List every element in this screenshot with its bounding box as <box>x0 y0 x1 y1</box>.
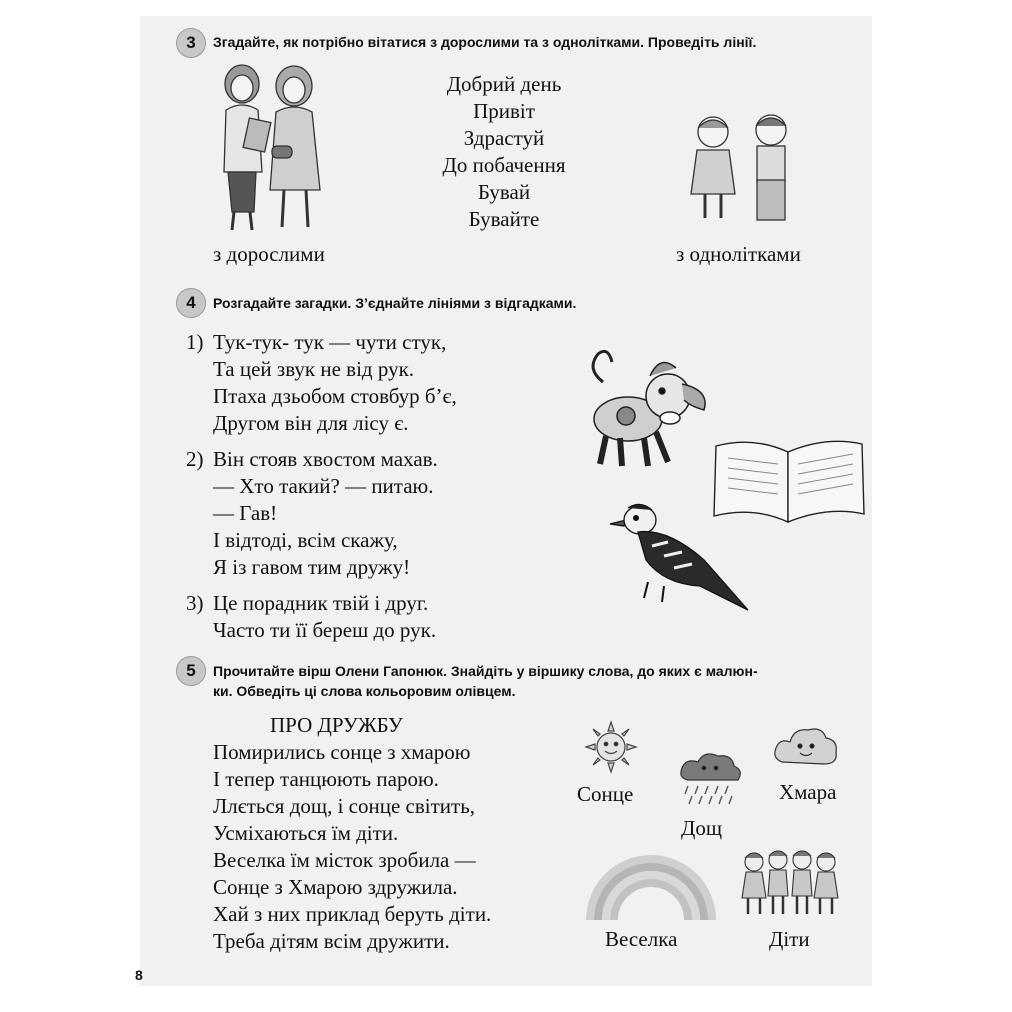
children-label: Діти <box>769 927 810 951</box>
page-number: 8 <box>135 967 143 983</box>
riddle-line: Та цей звук не від рук. <box>213 357 415 381</box>
greetings-list <box>408 71 600 233</box>
cloud-picture <box>772 722 840 770</box>
greeting-buvai: Бувай <box>477 180 531 204</box>
adults-label: з дорослими <box>213 242 325 266</box>
task-3-instruction: Згадайте, як потрібно вітатися з дорослими та з однолітками. Проведіть лінії. <box>213 34 757 50</box>
riddle-line: Я із гавом тим дружу! <box>213 555 411 579</box>
sun-picture <box>584 720 638 774</box>
poem-line: Треба дітям всім дружити. <box>213 929 450 953</box>
greeting-buvaite: Бувайте <box>468 207 540 231</box>
riddle-1 <box>213 329 457 437</box>
woodpecker-picture <box>608 498 754 616</box>
rainbow-picture <box>584 850 718 922</box>
adults-illustration <box>210 62 340 237</box>
peers-label: з однолітками <box>676 242 801 266</box>
dog-picture <box>578 344 718 474</box>
rain-cloud-picture <box>676 748 746 810</box>
riddle-line: — Хто такий? — питаю. <box>213 474 434 498</box>
poem-line: Ллється дощ, і сонце світить, <box>213 794 476 818</box>
poem-line: Усміхаються їм діти. <box>213 821 399 845</box>
task-4-instruction: Розгадайте загадки. З’єднайте лініями з відгадками. <box>213 295 577 311</box>
poem-line: Сонце з Хмарою здружила. <box>213 875 458 899</box>
riddle-line: Тук-тук- тук — чути стук, <box>213 330 447 354</box>
task-5-instruction-line-1: Прочитайте вірш Олени Гапонюк. Знайдіть у віршику слова, до яких є малюн- <box>213 663 758 679</box>
poem <box>213 739 491 955</box>
task-3-number-badge: 3 <box>176 28 206 58</box>
riddle-line: Він стояв хвостом махав. <box>213 447 438 471</box>
riddle-line: — Гав! <box>213 501 278 525</box>
greeting-dobryi-den: Добрий день <box>446 72 562 96</box>
riddle-2 <box>213 446 438 581</box>
riddle-line: Другом він для лісу є. <box>213 411 409 435</box>
riddle-line: І відтоді, всім скажу, <box>213 528 398 552</box>
riddle-3 <box>213 590 436 644</box>
task-5-number-badge: 5 <box>176 656 206 686</box>
rainbow-label: Веселка <box>605 927 678 951</box>
poem-line: Хай з них приклад беруть діти. <box>213 902 492 926</box>
poem-line: Веселка їм місток зробила — <box>213 848 476 872</box>
riddle-line: Часто ти її береш до рук. <box>213 618 437 642</box>
task-5-instruction <box>213 661 758 701</box>
children-picture <box>740 848 842 918</box>
cloud-label: Хмара <box>779 780 837 804</box>
poem-line: І тепер танцюють парою. <box>213 767 439 791</box>
riddle-2-number: 2) <box>186 447 204 471</box>
riddle-line: Це порадник твій і друг. <box>213 591 429 615</box>
greeting-pryvit: Привіт <box>473 99 535 123</box>
task-4-number-badge: 4 <box>176 288 206 318</box>
greeting-zdrastui: Здрастуй <box>463 126 545 150</box>
poem-title: ПРО ДРУЖБУ <box>270 713 403 737</box>
poem-line: Помирились сонце з хмарою <box>213 740 471 764</box>
task-5-instruction-line-2: ки. Обведіть ці слова кольоровим олівцем. <box>213 683 516 699</box>
riddle-3-number: 3) <box>186 591 204 615</box>
riddle-line: Птаха дзьобом стовбур б’є, <box>213 384 457 408</box>
rain-label: Дощ <box>681 816 722 840</box>
greeting-do-pobachennia: До побачення <box>442 153 566 177</box>
riddle-1-number: 1) <box>186 330 204 354</box>
sun-label: Сонце <box>577 782 634 806</box>
peers-illustration <box>683 110 803 230</box>
